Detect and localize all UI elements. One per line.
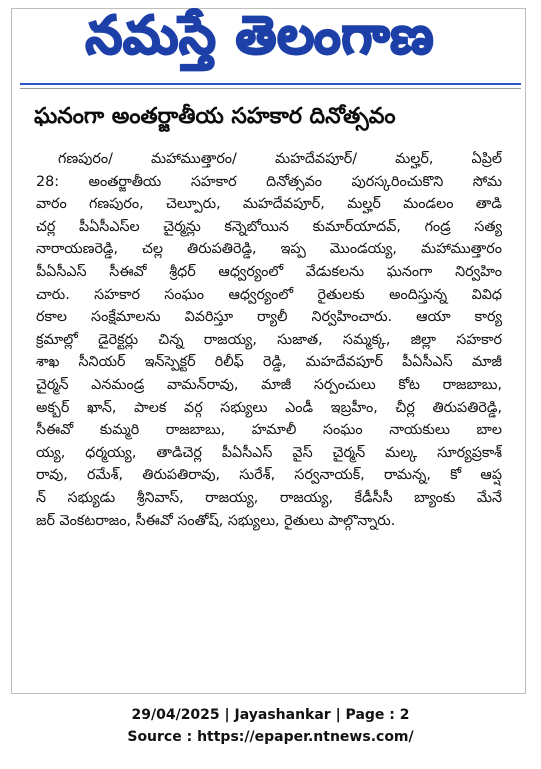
masthead-rule bbox=[20, 83, 521, 85]
masthead-title: నమస్తే తెలంగాణ bbox=[85, 5, 435, 66]
article-line: గణపురం/ మహాముత్తారం/ మహదేవపూర్/ మల్హర్, ఏప్రిల్ bbox=[58, 151, 502, 167]
article-line: నారాయణరెడ్డి, చల్ల తిరుపతిరెడ్డి, ఇప్ప మొండయ్య, మహాముత్తారం bbox=[36, 241, 502, 258]
article-body bbox=[36, 148, 502, 613]
masthead-rule-thin bbox=[20, 88, 521, 89]
footer-meta: 29/04/2025 | Jayashankar | Page : 2 bbox=[131, 707, 410, 723]
article-line: చర్ల పీఏసీఎస్‌ల చైర్మన్లు కన్నెబోయిన కుమార్‌యాదవ్, గండ్ర సత్య bbox=[36, 218, 502, 235]
article-line: న్ సభ్యుడు శ్రీనివాస్, రాజయ్య, రాజయ్య, కేడీసీసీ బ్యాంకు మేనే bbox=[36, 489, 502, 506]
article-line: చైర్మన్ ఎనమండ్ర వామన్‌రావు, మాజీ సర్పంచులు కోట రాజబాబు, bbox=[36, 376, 502, 393]
article-line: వారం గణపురం, చెల్పూరు, మహదేవపూర్, మల్హర్ మండలం తాడి bbox=[36, 196, 502, 213]
article-line: శాఖ సీనియర్ ఇన్‌స్పెక్టర్ రిలీఫ్ రెడ్డి, మహదేవపూర్ పీఏసీఎస్ మాజీ bbox=[36, 354, 502, 371]
article-line: రకాల సంక్షేమాలను వివరిస్తూ ర్యాలీ నిర్వహించారు. ఆయా కార్య bbox=[36, 309, 502, 326]
footer-source: Source : https://epaper.ntnews.com/ bbox=[127, 729, 414, 745]
article-line: పీఏసీఎస్ సీఈవో శ్రీధర్ ఆధ్వర్యంలో వేడుకలను ఘనంగా నిర్వహిం bbox=[36, 263, 502, 280]
article-line: జర్ వెంకటరాజం, సీఈవో సంతోష్, సభ్యులు, రైతులు పాల్గొన్నారు. bbox=[36, 512, 396, 529]
article-line: క్రమాల్లో డైరెక్టర్లు చిన్న రాజయ్య, సుజాత, సమ్మక్క, జిల్లా సహకార bbox=[36, 331, 502, 348]
article-headline: ఘనంగా అంతర్జాతీయ సహకార దినోత్సవం bbox=[34, 104, 396, 129]
article-line: 28: అంతర్జాతీయ సహకార దినోత్సవం పురస్కరించుకొని సోమ bbox=[36, 173, 502, 190]
article-line: సీఈవో కుమ్మరి రాజబాబు, హమాలీ సంఘం నాయకులు బాల bbox=[36, 422, 502, 439]
article-line: రావు, రమేశ్, తిరుపతిరావు, సురేశ్, సర్వనాయక్, రామన్న, కో ఆప్ష bbox=[36, 467, 502, 484]
article-line: అక్బర్ ఖాన్, పాలక వర్గ సభ్యులు ఎండీ ఇబ్రహీం, చీర్ల తిరుపతిరెడ్డి, bbox=[36, 399, 502, 416]
article-line: య్య, ధర్మయ్య, తాడిచెర్ల పీఏసీఎస్ వైస్ చైర్మన్ మల్క సూర్యప్రకాశ్ bbox=[36, 444, 502, 461]
article-line: చారు. సహకార సంఘం ఆధ్వర్యంలో రైతులకు అందిస్తున్న వివిధ bbox=[36, 286, 502, 303]
